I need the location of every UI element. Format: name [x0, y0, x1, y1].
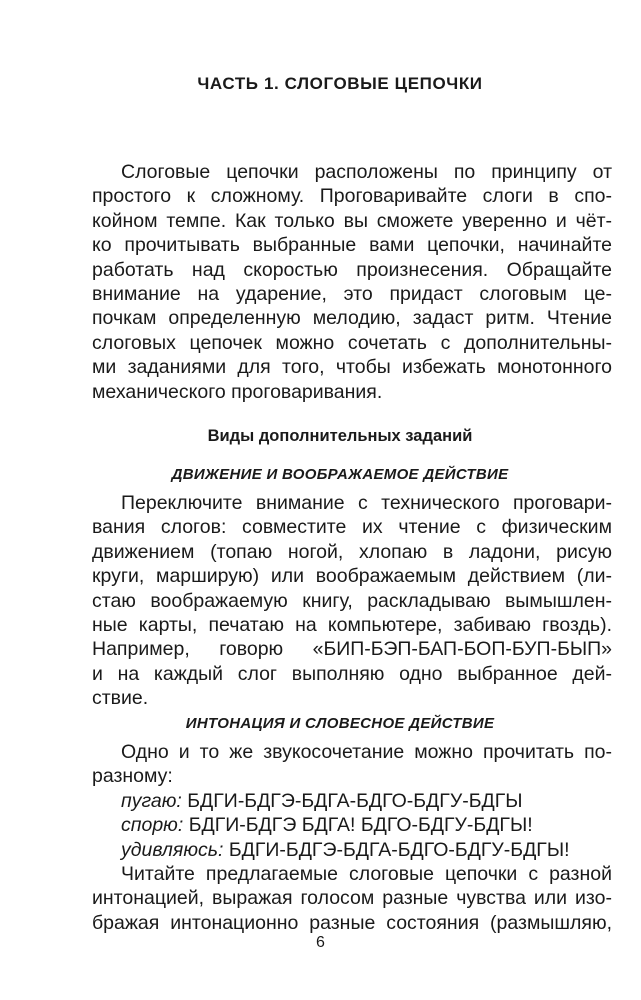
text-line: простого к сложному. Проговаривайте слоги в спо- [92, 185, 612, 208]
syllable-chain: БДГИ-БДГЭ БДГА! БДГО-БДГУ-БДГЫ! [188, 814, 533, 837]
intro-paragraph [92, 160, 612, 404]
intonation-heading: ИНТОНАЦИЯ И СЛОВЕСНОЕ ДЕЙСТВИЕ [185, 715, 495, 732]
text-line: вания слогов: совместите их чтение с физическим [92, 516, 612, 539]
text-line: внимание на ударение, это придаст слоговым це- [92, 283, 612, 306]
emotion-label: спорю: [121, 814, 184, 837]
example-row [92, 838, 612, 862]
text-line: бражая интонационно разные состояния (размышляю, [92, 911, 612, 934]
text-line: Например, говорю «БИП-БЭП-БАП-БОП-БУП-БЫП» [92, 638, 612, 661]
text-line: работать над скоростью произнесения. Обращайте [92, 258, 612, 281]
page-number: 6 [316, 934, 325, 951]
text-line: слоговых цепочек можно сочетать с дополнительны- [92, 331, 612, 354]
text-line: ствие. [92, 687, 149, 710]
chapter-title: ЧАСТЬ 1. СЛОГОВЫЕ ЦЕПОЧКИ [197, 74, 483, 93]
text-line: Одно и то же звукосочетание можно прочитать по- [121, 741, 612, 763]
movement-paragraph [92, 491, 612, 711]
text-line: интонацией, выражая голосом разные чувства или изо- [92, 887, 612, 910]
example-row [92, 813, 612, 837]
text-line: Слоговые цепочки расположены по принципу от [121, 161, 612, 183]
text-line: разному: [92, 765, 173, 788]
text-line: почкам определенную мелодию, задаст ритм. Чтение [92, 307, 612, 330]
emotion-label: пугаю: [121, 789, 182, 812]
text-line: механического проговаривания. [92, 380, 383, 403]
text-line: движением (топаю ногой, хлопаю в ладони, рисую [92, 540, 612, 563]
movement-heading: ДВИЖЕНИЕ И ВООБРАЖАЕМОЕ ДЕЙСТВИЕ [171, 466, 509, 483]
text-line: круги, марширую) или воображаемым действием (ли- [92, 565, 612, 588]
syllable-chain: БДГИ-БДГЭ-БДГА-БДГО-БДГУ-БДГЫ [187, 789, 523, 812]
text-line: ко прочитывать выбранные вами цепочки, начинайте [92, 234, 612, 257]
text-line: койном темпе. Как только вы сможете уверенно и чёт- [92, 209, 612, 232]
emotion-label: удивляюсь: [121, 838, 224, 861]
text-line: стаю воображаемую книгу, раскладываю вымышлен- [92, 589, 612, 612]
syllable-chain: БДГИ-БДГЭ-БДГА-БДГО-БДГУ-БДГЫ! [228, 838, 570, 861]
section-heading: Виды дополнительных заданий [207, 427, 473, 445]
text-line: Читайте предлагаемые слоговые цепочки с разной [121, 863, 612, 886]
text-line: Переключите внимание с технического проговари- [121, 492, 612, 514]
text-line: ные карты, печатаю на компьютере, забиваю гвоздь). [92, 614, 612, 637]
intonation-paragraph [92, 740, 612, 935]
text-line: и на каждый слог выполняю одно выбранное дей- [92, 662, 612, 685]
example-row [92, 789, 612, 813]
text-line: ми заданиями для того, чтобы избежать монотонного [92, 356, 612, 379]
